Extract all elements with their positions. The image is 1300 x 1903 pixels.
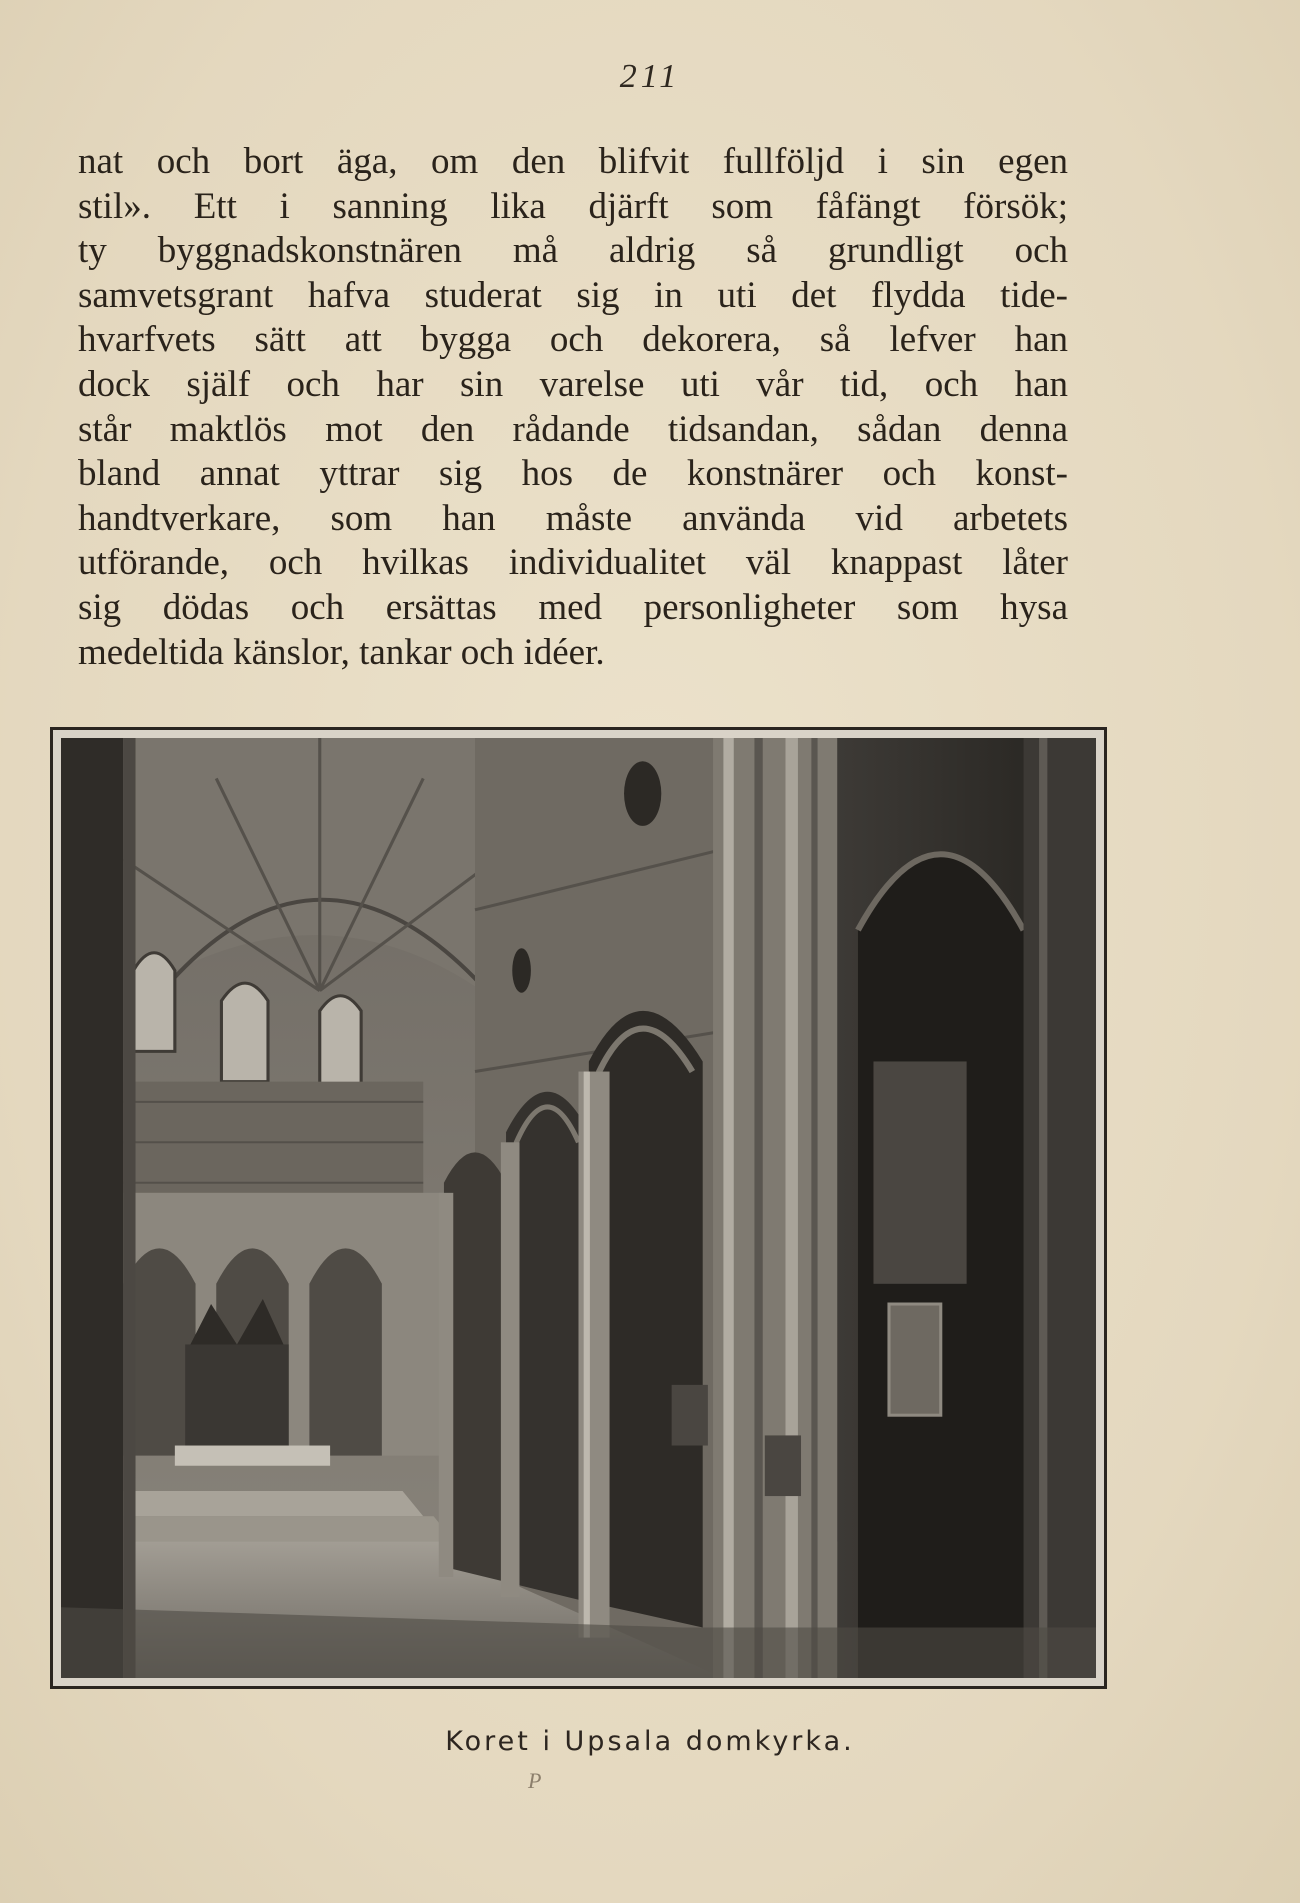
cathedral-choir-illustration (50, 727, 1107, 1689)
text-line: ty byggnadskonstnären må aldrig så grundligt och (78, 230, 1068, 272)
handwritten-mark: P (528, 1768, 542, 1793)
text-line: handtverkare, som han måste använda vid arbetets (78, 497, 1068, 539)
text-line: bland annat yttrar sig hos de konstnärer och konst- (78, 453, 1068, 495)
text-line: medeltida känslor, tankar och idéer. (78, 631, 605, 673)
text-line: sig dödas och ersättas med personligheter som hysa (78, 586, 1068, 628)
text-line: nat och bort äga, om den blifvit fullföljd i sin egen (78, 141, 1068, 182)
cathedral-engraving (61, 738, 1096, 1678)
text-line: hvarfvets sätt att bygga och dekorera, så lefver han (78, 319, 1068, 361)
text-line: står maktlös mot den rådande tidsandan, sådan denna (78, 408, 1068, 450)
text-line: samvetsgrant hafva studerat sig in uti det flydda tide- (78, 274, 1068, 316)
text-line: stil». Ett i sanning lika djärft som fåfängt försök; (78, 185, 1068, 227)
text-line: dock själf och har sin varelse uti vår tid, och han (78, 363, 1068, 405)
figure-caption: Koret i Upsala domkyrka. (445, 1726, 855, 1757)
body-text (78, 140, 1068, 675)
page-number: 211 (619, 58, 681, 95)
text-line: utförande, och hvilkas individualitet väl knappast låter (78, 542, 1068, 584)
